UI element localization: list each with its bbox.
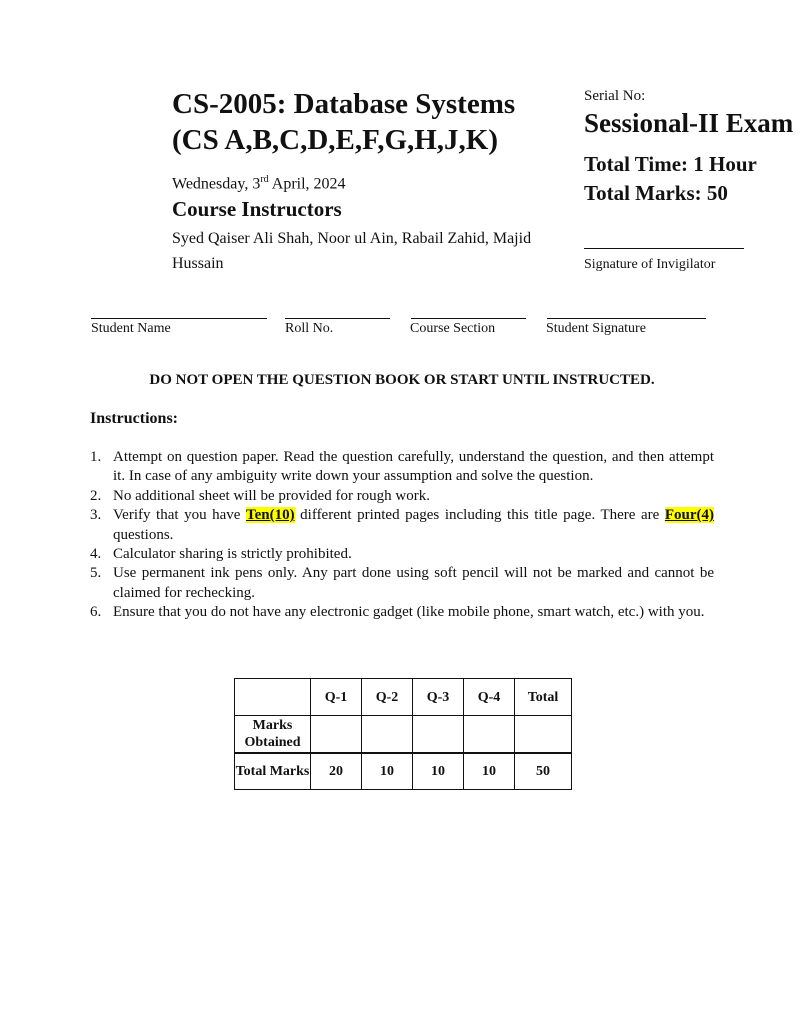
invigilator-signature-line[interactable]	[584, 248, 744, 249]
roll-no-line[interactable]	[285, 318, 390, 319]
table-header-cell: Q-2	[362, 679, 413, 716]
total-marks-q3: 10	[413, 753, 464, 790]
instruction-item: 5. Use permanent ink pens only. Any part done using soft pencil will not be marked and cannot be claimed for rechecking.	[90, 565, 714, 601]
warning-notice: DO NOT OPEN THE QUESTION BOOK OR START UNTIL INSTRUCTED.	[149, 372, 655, 388]
marks-obtained-q1[interactable]	[311, 716, 362, 753]
instructions-list	[90, 448, 714, 623]
instruction-item: 6. Ensure that you do not have any electronic gadget (like mobile phone, smart watch, etc.) with you.	[90, 604, 705, 621]
page-count-highlight: Ten(10)	[246, 507, 295, 524]
student-name-line[interactable]	[91, 318, 267, 319]
course-section-line[interactable]	[411, 318, 526, 319]
marks-obtained-q3[interactable]	[413, 716, 464, 753]
total-marks-label: Total Marks	[235, 753, 311, 790]
instruction-item: 3. Verify that you have Ten(10) different printed pages including this title page. There are Four(4) questions.	[90, 507, 715, 543]
table-row	[235, 753, 572, 790]
instruction-item: 4. Calculator sharing is strictly prohibited.	[90, 546, 352, 563]
marks-table	[234, 678, 572, 790]
instruction-item: 1. Attempt on question paper. Read the question carefully, understand the question, and then attempt it. In case of any ambiguity write down your assumption and solve the question.	[90, 449, 714, 485]
marks-obtained-q4[interactable]	[464, 716, 515, 753]
instructor-names: Syed Qaiser Ali Shah, Noor ul Ain, Rabail Zahid, Majid Hussain	[172, 230, 532, 272]
total-marks-q2: 10	[362, 753, 413, 790]
table-header-cell: Total	[515, 679, 572, 716]
instruction-item: 2. No additional sheet will be provided for rough work.	[90, 487, 431, 504]
course-section-label: Course Section	[410, 321, 496, 336]
exam-name: Sessional-II Exam	[584, 108, 794, 138]
instructions-title: Instructions:	[90, 410, 179, 427]
course-sections: (CS A,B,C,D,E,F,G,H,J,K)	[172, 124, 499, 156]
serial-number-label: Serial No:	[584, 88, 646, 104]
student-signature-line[interactable]	[547, 318, 706, 319]
total-marks-q1: 20	[311, 753, 362, 790]
course-title	[172, 86, 515, 158]
roll-no-label: Roll No.	[285, 321, 334, 336]
table-row	[235, 716, 572, 753]
student-signature-label: Student Signature	[546, 321, 646, 336]
exam-date: Wednesday, 3rd April, 2024	[172, 174, 346, 193]
marks-obtained-label: Marks Obtained	[235, 716, 311, 753]
question-count-highlight: Four(4)	[664, 507, 715, 524]
table-header-cell: Q-3	[413, 679, 464, 716]
course-code-name: CS-2005: Database Systems	[172, 88, 516, 120]
table-header-cell	[235, 679, 311, 716]
table-header-cell: Q-1	[311, 679, 362, 716]
marks-obtained-total[interactable]	[515, 716, 572, 753]
marks-obtained-q2[interactable]	[362, 716, 413, 753]
table-header-cell: Q-4	[464, 679, 515, 716]
total-marks-q4: 10	[464, 753, 515, 790]
table-header-row	[235, 679, 572, 716]
total-time: Total Time: 1 Hour	[584, 152, 757, 176]
student-name-label: Student Name	[91, 321, 171, 336]
invigilator-signature-label: Signature of Invigilator	[584, 257, 716, 272]
total-marks-sum: 50	[515, 753, 572, 790]
exam-time-marks	[584, 150, 757, 208]
instructors-heading: Course Instructors	[172, 197, 342, 221]
total-marks: Total Marks: 50	[584, 181, 728, 205]
